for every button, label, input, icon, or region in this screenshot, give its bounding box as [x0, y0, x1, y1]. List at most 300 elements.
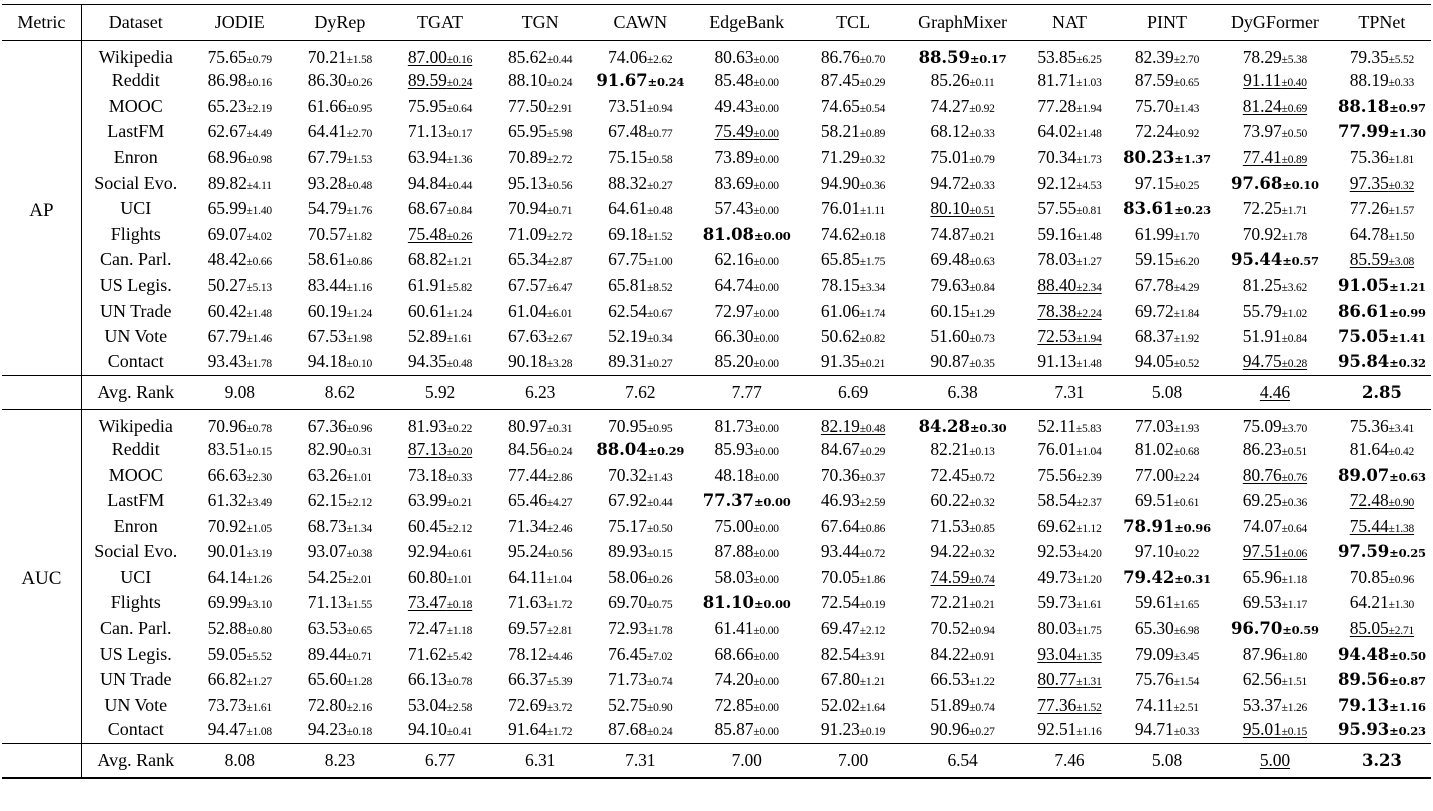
value-text — [1054, 382, 1084, 402]
std-value: ±4.02 — [246, 230, 272, 243]
value-cell — [1217, 641, 1333, 667]
value-text — [1260, 382, 1290, 402]
mean-value: 5.08 — [1151, 381, 1183, 402]
std-value: ±0.44 — [446, 179, 473, 192]
value-text — [715, 70, 779, 90]
std-value: ±1.20 — [1076, 573, 1102, 586]
value-text — [1350, 224, 1414, 244]
std-value: ±2.70 — [346, 128, 373, 141]
value-text — [508, 121, 572, 141]
value-text — [821, 96, 885, 116]
std-value: ±1.29 — [969, 307, 995, 320]
value-text — [408, 416, 472, 436]
value-text — [308, 96, 372, 116]
mean-value: 91.35 — [820, 350, 860, 371]
value-cell — [290, 513, 390, 539]
mean-value: 73.89 — [714, 147, 754, 168]
std-value: ±3.49 — [246, 497, 272, 510]
std-value: ±1.64 — [859, 701, 886, 714]
std-value: ±0.32 — [859, 154, 886, 167]
std-value: ±0.00 — [753, 573, 779, 586]
mean-value: 80.63 — [714, 47, 754, 67]
value-cell — [1022, 375, 1117, 409]
value-text — [408, 275, 472, 295]
mean-value: 97.35 — [1349, 172, 1389, 193]
mean-value: 62.56 — [1242, 669, 1282, 690]
value-cell — [1217, 68, 1333, 94]
mean-value: 62.67 — [207, 121, 247, 142]
value-text — [508, 275, 572, 295]
value-cell — [290, 718, 390, 744]
std-value: ±0.48 — [647, 205, 673, 218]
mean-value: 67.80 — [820, 669, 860, 690]
value-text — [930, 249, 994, 269]
mean-value: 65.46 — [508, 490, 547, 511]
value-text — [930, 567, 994, 587]
value-cell — [490, 375, 590, 409]
mean-value: 78.03 — [1037, 249, 1077, 270]
mean-value: 84.28 — [918, 416, 970, 436]
std-value: ±0.48 — [346, 179, 373, 192]
value-cell — [390, 513, 490, 539]
value-text — [821, 669, 885, 689]
value-cell — [390, 324, 490, 350]
value-cell — [690, 513, 803, 539]
mean-value: 95.84 — [1338, 351, 1390, 371]
value-cell — [1333, 94, 1431, 120]
value-cell — [690, 41, 803, 69]
value-text — [821, 695, 885, 715]
value-cell — [903, 324, 1022, 350]
table-row — [2, 513, 1431, 539]
std-value: ±0.00 — [753, 128, 779, 141]
value-cell — [590, 488, 690, 514]
std-value: ±0.32 — [969, 548, 995, 561]
value-text — [1135, 541, 1199, 561]
value-text — [715, 669, 779, 689]
value-cell — [190, 41, 290, 69]
value-text — [608, 695, 672, 715]
value-text — [1243, 275, 1307, 295]
std-value: ±2.86 — [546, 471, 573, 484]
table-row — [2, 273, 1431, 299]
value-cell — [1333, 693, 1431, 719]
value-cell — [390, 119, 490, 145]
std-value: ±0.40 — [1281, 77, 1307, 90]
std-value: ±0.24 — [546, 77, 573, 90]
value-cell — [490, 616, 590, 642]
std-value: ±0.76 — [1281, 471, 1308, 484]
std-value: ±0.00 — [753, 307, 779, 320]
value-cell — [590, 693, 690, 719]
std-value: ±0.51 — [1281, 445, 1308, 458]
mean-value: 71.53 — [930, 515, 970, 536]
mean-value: 63.53 — [307, 618, 347, 639]
value-cell — [1217, 324, 1333, 350]
mean-value: 72.48 — [1349, 490, 1389, 511]
value-cell — [190, 462, 290, 488]
value-cell — [590, 375, 690, 409]
std-value: ±0.81 — [1076, 205, 1102, 218]
std-value: ±0.19 — [859, 599, 886, 612]
value-cell — [190, 350, 290, 376]
std-value: ±6.20 — [1173, 256, 1200, 269]
mean-value: 76.01 — [821, 198, 860, 219]
value-cell — [803, 409, 903, 437]
mean-value: 50.27 — [207, 275, 247, 296]
mean-value: 97.10 — [1134, 541, 1174, 562]
column-header-pint: PINT — [1147, 12, 1187, 32]
value-text — [308, 249, 372, 269]
value-cell — [590, 641, 690, 667]
mean-value: 65.99 — [207, 198, 247, 219]
value-cell — [1217, 718, 1333, 744]
std-value: ±3.62 — [1281, 282, 1308, 295]
mean-value: 68.37 — [1134, 326, 1174, 347]
mean-value: 69.72 — [1134, 300, 1174, 321]
mean-value: 97.51 — [1242, 541, 1282, 562]
mean-value: 78.15 — [820, 275, 860, 296]
mean-value: 64.74 — [714, 275, 754, 296]
value-cell — [1117, 409, 1217, 437]
mean-value: 69.70 — [608, 592, 648, 613]
value-text — [1054, 750, 1084, 770]
std-value: ±0.52 — [1173, 357, 1200, 370]
mean-value: 72.45 — [930, 464, 970, 485]
value-cell — [390, 667, 490, 693]
mean-value: 66.63 — [207, 464, 247, 485]
table-row — [2, 409, 1431, 437]
value-text — [821, 465, 885, 485]
value-text — [1243, 326, 1307, 346]
value-cell — [590, 94, 690, 120]
value-text — [208, 541, 272, 561]
std-value: ±1.70 — [1173, 230, 1200, 243]
value-text — [408, 96, 472, 116]
value-text — [308, 47, 372, 67]
value-text — [208, 644, 272, 664]
value-text — [1231, 174, 1319, 193]
value-text — [1338, 276, 1426, 295]
std-value: ±3.28 — [546, 357, 573, 370]
std-value: ±1.24 — [346, 307, 373, 320]
mean-value: 53.37 — [1242, 694, 1282, 715]
table-row — [2, 68, 1431, 94]
mean-value: 60.80 — [407, 566, 447, 587]
table-row — [2, 590, 1431, 616]
value-text — [1243, 719, 1307, 739]
value-text — [1135, 439, 1199, 459]
value-text — [1135, 465, 1199, 485]
std-value: ±1.38 — [1388, 522, 1415, 535]
mean-value: 80.03 — [1037, 618, 1077, 639]
results-table — [2, 4, 1431, 779]
mean-value: 77.26 — [1349, 198, 1389, 219]
value-cell — [803, 565, 903, 591]
value-text — [1135, 644, 1199, 664]
std-value: ±0.57 — [1282, 254, 1319, 269]
value-text — [1350, 173, 1414, 193]
mean-value: 65.30 — [1134, 618, 1174, 639]
std-value: ±2.87 — [546, 256, 573, 269]
mean-value: 5.00 — [1259, 750, 1291, 770]
mean-value: 71.73 — [608, 669, 648, 690]
value-text — [1152, 750, 1182, 770]
value-cell — [290, 590, 390, 616]
value-text — [1338, 352, 1426, 371]
std-value: ±0.78 — [246, 422, 272, 435]
value-text — [508, 592, 572, 612]
mean-value: 61.04 — [508, 300, 547, 321]
value-text — [821, 567, 885, 587]
std-value: ±0.29 — [859, 77, 886, 90]
std-value: ±1.22 — [969, 676, 995, 689]
value-text — [1243, 121, 1307, 141]
value-cell — [190, 513, 290, 539]
std-value: ±1.16 — [1076, 726, 1102, 739]
value-cell — [1022, 744, 1117, 778]
dataset-name: UN Vote — [104, 326, 168, 347]
std-value: ±1.35 — [1076, 650, 1102, 663]
value-text — [208, 567, 272, 587]
value-cell — [1022, 616, 1117, 642]
value-cell — [490, 641, 590, 667]
std-value: ±0.33 — [446, 471, 473, 484]
value-cell — [190, 590, 290, 616]
std-value: ±0.00 — [753, 597, 791, 612]
value-cell — [290, 94, 390, 120]
value-cell — [490, 409, 590, 437]
std-value: ±0.50 — [1389, 648, 1426, 663]
mean-value: 51.89 — [930, 694, 970, 715]
value-cell — [390, 196, 490, 222]
value-cell — [803, 616, 903, 642]
dataset-name: Wikipedia — [98, 415, 173, 436]
std-value: ±1.30 — [1388, 599, 1415, 612]
mean-value: 94.05 — [1134, 350, 1174, 371]
mean-value: 63.94 — [407, 147, 447, 168]
column-header-dygformer: DyGFormer — [1230, 12, 1319, 32]
value-cell — [590, 298, 690, 324]
value-cell — [390, 68, 490, 94]
std-value: ±0.24 — [446, 77, 473, 90]
mean-value: 73.51 — [608, 95, 648, 116]
mean-value: 63.26 — [307, 464, 347, 485]
value-cell — [1333, 616, 1431, 642]
mean-value: 72.69 — [508, 694, 547, 715]
value-text — [308, 516, 372, 536]
std-value: ±1.53 — [346, 154, 373, 167]
value-cell — [690, 273, 803, 299]
mean-value: 69.25 — [1242, 490, 1282, 511]
value-text — [1338, 466, 1426, 485]
mean-value: 58.21 — [820, 121, 860, 142]
mean-value: 69.62 — [1037, 515, 1077, 536]
std-value: ±2.72 — [546, 154, 573, 167]
std-value: ±2.39 — [1076, 471, 1102, 484]
value-text — [508, 695, 572, 715]
value-cell — [190, 641, 290, 667]
value-cell — [290, 170, 390, 196]
mean-value: 69.07 — [207, 223, 247, 244]
std-value: ±1.94 — [1076, 333, 1102, 346]
table-row — [2, 41, 1431, 69]
mean-value: 70.96 — [207, 415, 247, 436]
value-text — [596, 440, 684, 459]
mean-value: 74.27 — [930, 95, 970, 116]
value-text — [715, 147, 779, 167]
value-text — [408, 541, 472, 561]
value-text — [930, 351, 994, 371]
value-text — [508, 416, 572, 436]
std-value: ±0.59 — [1282, 623, 1319, 638]
value-cell — [1022, 196, 1117, 222]
mean-value: 72.53 — [1037, 326, 1077, 347]
value-text — [1243, 567, 1307, 587]
value-text — [821, 121, 885, 141]
value-text — [821, 351, 885, 371]
std-value: ±0.78 — [446, 676, 473, 689]
value-text — [821, 541, 885, 561]
std-value: ±0.00 — [753, 77, 779, 90]
mean-value: 59.16 — [1037, 223, 1077, 244]
std-value: ±1.34 — [346, 522, 373, 535]
value-cell — [290, 247, 390, 273]
value-cell — [1217, 462, 1333, 488]
table-row — [2, 693, 1431, 719]
value-text — [930, 541, 994, 561]
std-value: ±0.70 — [859, 54, 886, 66]
value-text — [703, 225, 791, 244]
std-value: ±0.68 — [1173, 445, 1200, 458]
std-value: ±2.67 — [546, 333, 573, 346]
value-cell — [390, 409, 490, 437]
value-text — [821, 719, 885, 739]
value-text — [408, 644, 472, 664]
value-cell — [290, 222, 390, 248]
std-value: ±1.54 — [1173, 676, 1200, 689]
value-cell — [690, 119, 803, 145]
mean-value: 91.05 — [1338, 276, 1390, 296]
mean-value: 48.42 — [207, 249, 247, 270]
value-cell — [290, 744, 390, 778]
mean-value: 88.40 — [1037, 275, 1077, 296]
std-value: ±1.48 — [1076, 128, 1102, 141]
value-text — [308, 719, 372, 739]
value-cell — [490, 94, 590, 120]
value-text — [1123, 568, 1211, 587]
value-text — [208, 490, 272, 510]
std-value: ±0.98 — [246, 154, 272, 167]
value-cell — [903, 437, 1022, 463]
value-cell — [1333, 41, 1431, 69]
std-value: ±1.61 — [446, 333, 473, 346]
mean-value: 3.23 — [1362, 751, 1402, 770]
value-cell — [803, 375, 903, 409]
value-text — [821, 490, 885, 510]
mean-value: 8.62 — [324, 381, 356, 402]
value-cell — [290, 41, 390, 69]
mean-value: 70.57 — [307, 223, 347, 244]
dataset-name: Enron — [113, 515, 158, 536]
value-cell — [1333, 273, 1431, 299]
value-text — [1135, 326, 1199, 346]
value-cell — [903, 68, 1022, 94]
mean-value: 88.10 — [508, 70, 547, 91]
std-value: ±0.72 — [859, 548, 886, 561]
std-value: ±0.24 — [546, 445, 573, 458]
value-text — [1350, 592, 1414, 612]
mean-value: 89.31 — [608, 350, 648, 371]
value-cell — [390, 718, 490, 744]
std-value: ±0.15 — [1281, 726, 1308, 739]
value-cell — [690, 641, 803, 667]
value-text — [608, 249, 672, 269]
value-cell — [590, 616, 690, 642]
value-cell — [1333, 68, 1431, 94]
mean-value: 74.62 — [820, 223, 860, 244]
value-cell — [1217, 437, 1333, 463]
std-value: ±5.42 — [446, 650, 473, 663]
value-text — [308, 326, 372, 346]
mean-value: 60.19 — [307, 300, 347, 321]
value-text — [1338, 327, 1426, 346]
mean-value: 6.77 — [424, 750, 456, 770]
std-value: ±1.55 — [346, 599, 373, 612]
std-value: ±0.36 — [859, 179, 886, 192]
mean-value: 64.02 — [1037, 121, 1077, 142]
mean-value: 83.61 — [1123, 199, 1175, 219]
value-text — [930, 173, 994, 193]
mean-value: 90.96 — [930, 719, 970, 740]
value-text — [625, 750, 655, 770]
value-text — [1037, 301, 1101, 321]
std-value: ±4.29 — [1173, 282, 1200, 295]
value-text — [508, 173, 572, 193]
mean-value: 68.73 — [307, 515, 347, 536]
dataset-name: UN Trade — [99, 300, 172, 321]
mean-value: 86.98 — [207, 70, 247, 91]
dataset-name: Reddit — [111, 438, 160, 459]
value-cell — [190, 667, 290, 693]
std-value: ±1.41 — [1389, 331, 1426, 346]
std-value: ±0.74 — [647, 676, 673, 689]
table-row — [2, 565, 1431, 591]
value-cell — [690, 196, 803, 222]
mean-value: 91.64 — [508, 719, 547, 740]
value-text — [308, 275, 372, 295]
std-value: ±0.00 — [753, 471, 779, 484]
std-value: ±0.79 — [246, 54, 272, 66]
value-text — [1038, 416, 1102, 436]
std-value: ±0.16 — [246, 77, 272, 90]
value-text — [408, 490, 472, 510]
mean-value: 71.29 — [820, 147, 860, 168]
column-header-graphmixer: GraphMixer — [918, 12, 1008, 32]
std-value: ±0.99 — [1389, 305, 1426, 320]
std-value: ±2.34 — [1076, 282, 1102, 295]
value-cell — [903, 641, 1022, 667]
std-value: ±1.92 — [1173, 333, 1200, 346]
mean-value: 95.24 — [508, 541, 547, 562]
std-value: ±2.59 — [859, 497, 886, 510]
value-cell — [1022, 145, 1117, 171]
std-value: ±0.00 — [753, 726, 779, 739]
value-cell — [903, 196, 1022, 222]
std-value: ±1.43 — [1173, 102, 1200, 115]
value-cell — [1333, 513, 1431, 539]
value-text — [608, 592, 672, 612]
